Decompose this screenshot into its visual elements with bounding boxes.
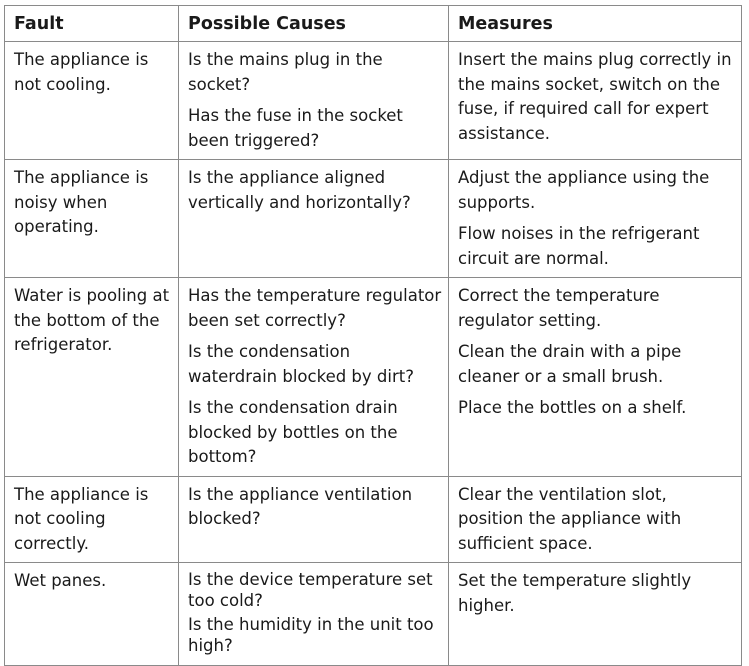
- fault-text: The appliance is not cooling.: [14, 50, 149, 94]
- measures-cell: [449, 278, 742, 477]
- troubleshooting-table: [4, 5, 742, 666]
- table-row: [5, 476, 742, 563]
- fault-text: Wet panes.: [14, 571, 107, 590]
- measures-cell: [449, 42, 742, 160]
- table-header-row: [5, 6, 742, 42]
- cause-text: Is the appliance ventilation blocked?: [188, 484, 413, 528]
- measures-cell: [449, 476, 742, 563]
- header-fault: Fault: [5, 6, 179, 42]
- causes-cell: [179, 563, 449, 666]
- fault-cell: [5, 476, 179, 563]
- measure-text: Correct the temperature regulator setting.: [458, 286, 660, 330]
- header-possible-causes: Possible Causes: [179, 6, 449, 42]
- measures-cell: [449, 563, 742, 666]
- measure-text: Clear the ventilation slot, position the appliance with sufficient space.: [458, 484, 682, 553]
- measures-cell: [449, 160, 742, 278]
- cause-text: Is the condensation drain blocked by bottles on the bottom?: [188, 398, 398, 466]
- fault-cell: [5, 42, 179, 160]
- fault-cell: [5, 160, 179, 278]
- causes-cell: [179, 42, 449, 160]
- causes-cell: [179, 278, 449, 477]
- cause-text: Is the mains plug in the socket?: [188, 50, 383, 94]
- cause-text: Has the temperature regulator been set correctly?: [188, 286, 442, 330]
- measure-text: Insert the mains plug correctly in the mains socket, switch on the fuse, if required call for expert assistance.: [458, 50, 732, 143]
- cause-text: Is the device temperature set too cold?: [188, 570, 433, 610]
- cause-text: Has the fuse in the socket been triggered?: [188, 106, 403, 150]
- table-row: [5, 278, 742, 477]
- header-measures: Measures: [449, 6, 742, 42]
- cause-text: Is the condensation waterdrain blocked by dirt?: [188, 342, 414, 386]
- causes-cell: [179, 476, 449, 563]
- fault-cell: [5, 278, 179, 477]
- cause-text: Is the humidity in the unit too high?: [188, 615, 434, 655]
- measure-text: Set the temperature slightly higher.: [458, 571, 692, 615]
- measure-text: Flow noises in the refrigerant circuit are normal.: [458, 224, 700, 268]
- table-row: [5, 160, 742, 278]
- measure-text: Adjust the appliance using the supports.: [458, 168, 710, 212]
- fault-cell: [5, 563, 179, 666]
- table-row: [5, 563, 742, 666]
- table-row: [5, 42, 742, 160]
- measure-text: Place the bottles on a shelf.: [458, 398, 687, 417]
- measure-text: Clean the drain with a pipe cleaner or a small brush.: [458, 342, 682, 386]
- cause-text: Is the appliance aligned vertically and horizontally?: [188, 168, 411, 212]
- fault-text: The appliance is noisy when operating.: [14, 168, 149, 236]
- fault-text: Water is pooling at the bottom of the refrigerator.: [14, 286, 170, 354]
- causes-cell: [179, 160, 449, 278]
- fault-text: The appliance is not cooling correctly.: [14, 484, 149, 553]
